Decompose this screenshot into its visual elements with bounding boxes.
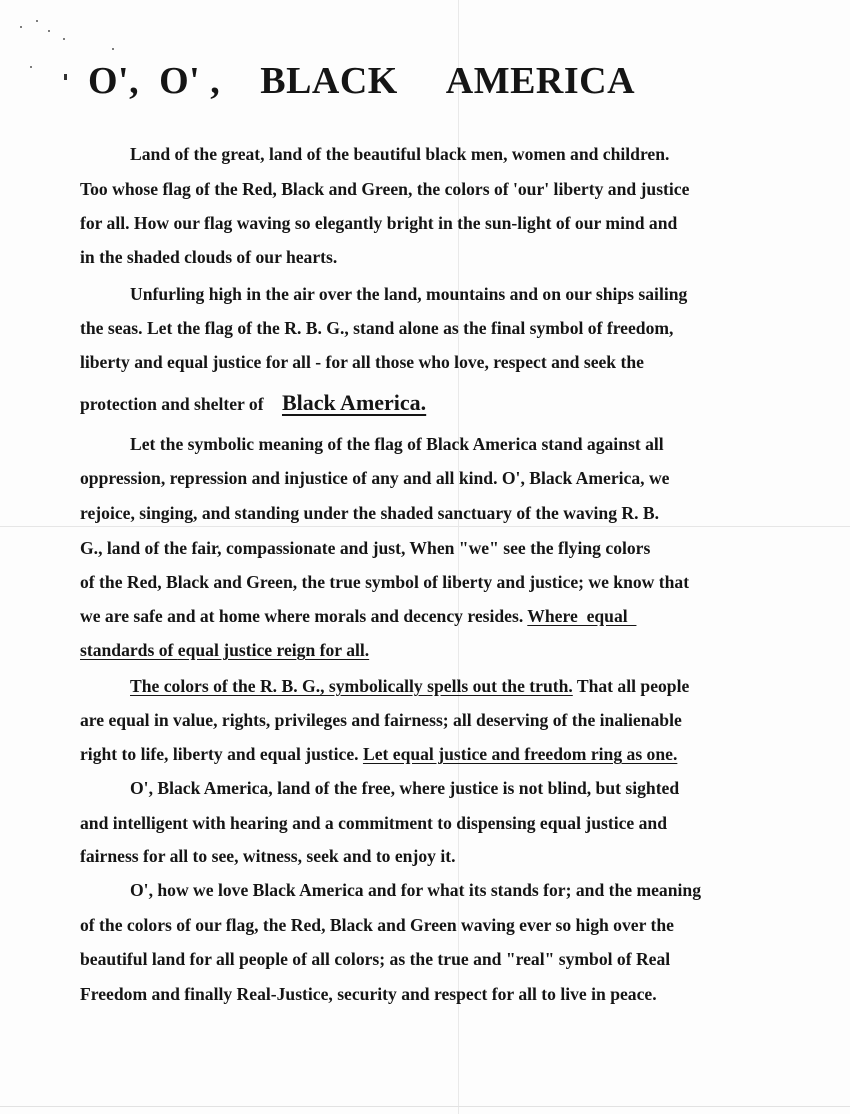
freedom-ring-underlined: Let equal justice and freedom ring as one.: [362, 744, 678, 764]
p6-line-1: O', how we love Black America and for what its stands for; and the meaning: [130, 880, 701, 900]
black-america-emphasis: Black America.: [281, 390, 427, 415]
scan-mark: [64, 74, 67, 80]
p2-line-2: the seas. Let the flag of the R. B. G., stand alone as the final symbol of freedom,: [80, 318, 674, 338]
p3-line-1: Let the symbolic meaning of the flag of Black America stand against all: [130, 434, 664, 454]
scan-speck: [30, 66, 32, 68]
p5-line-2: and intelligent with hearing and a commitment to dispensing equal justice and: [80, 813, 668, 833]
p5-line-1: O', Black America, land of the free, where justice is not blind, but sighted: [130, 778, 680, 798]
scan-speck: [112, 48, 114, 50]
p3-line-6: [80, 608, 636, 626]
p3-line-3: rejoice, singing, and standing under the shaded sanctuary of the waving R. B.: [80, 503, 660, 523]
equal-justice-reign-underlined: equal justice reign for all.: [177, 640, 370, 660]
p4-line-3-text: right to life, liberty and equal justice.: [80, 744, 363, 764]
scan-speck: [36, 20, 38, 22]
p1-line-4: in the shaded clouds of our hearts.: [80, 247, 338, 267]
p2-line-3: liberty and equal justice for all - for all those who love, respect and seek the: [80, 352, 644, 372]
p2-line-4: [80, 392, 426, 414]
scan-speck: [48, 30, 50, 32]
p5-line-3: fairness for all to see, witness, seek and to enjoy it.: [80, 846, 456, 866]
scan-fold-line-bottom: [0, 1106, 850, 1107]
colors-rbg-underlined: The colors of the R. B. G., symbolically spells out the truth.: [130, 676, 573, 696]
p3-line-6-text: we are safe and at home where morals and decency resides.: [80, 606, 528, 626]
scan-speck: [20, 26, 22, 28]
p2-line-1: Unfurling high in the air over the land, mountains and on our ships sailing: [130, 284, 688, 304]
p6-line-4: Freedom and finally Real-Justice, security and respect for all to live in peace.: [80, 984, 657, 1004]
p3-line-4: G., land of the fair, compassionate and just, When "we" see the flying colors: [80, 538, 651, 558]
p3-line-7: [80, 642, 369, 660]
p2-line-4-text: protection and shelter of: [80, 394, 268, 414]
p1-line-2: Too whose flag of the Red, Black and Green, the colors of 'our' liberty and justice: [80, 179, 690, 199]
document-title: O', O' , BLACK AMERICA: [88, 60, 636, 102]
p3-line-5: of the Red, Black and Green, the true symbol of liberty and justice; we know that: [80, 572, 690, 592]
p4-line-1-text: That all people: [572, 676, 690, 696]
standards-of-underlined: standards of: [80, 640, 178, 660]
p1-line-1: Land of the great, land of the beautiful black men, women and children.: [130, 144, 670, 164]
p4-line-1: [130, 678, 689, 696]
p4-line-2: are equal in value, rights, privileges and fairness; all deserving of the inalienable: [80, 710, 682, 730]
p1-line-3: for all. How our flag waving so elegantly bright in the sun-light of our mind and: [80, 213, 678, 233]
p4-line-3: [80, 746, 677, 764]
where-equal-underlined: Where equal: [527, 606, 637, 626]
scan-fold-line-horizontal: [0, 526, 850, 527]
p6-line-3: beautiful land for all people of all colors; as the true and "real" symbol of Real: [80, 949, 671, 969]
p6-line-2: of the colors of our flag, the Red, Black and Green waving ever so high over the: [80, 915, 674, 935]
scan-speck: [63, 38, 65, 40]
p3-line-2: oppression, repression and injustice of any and all kind. O', Black America, we: [80, 468, 670, 488]
